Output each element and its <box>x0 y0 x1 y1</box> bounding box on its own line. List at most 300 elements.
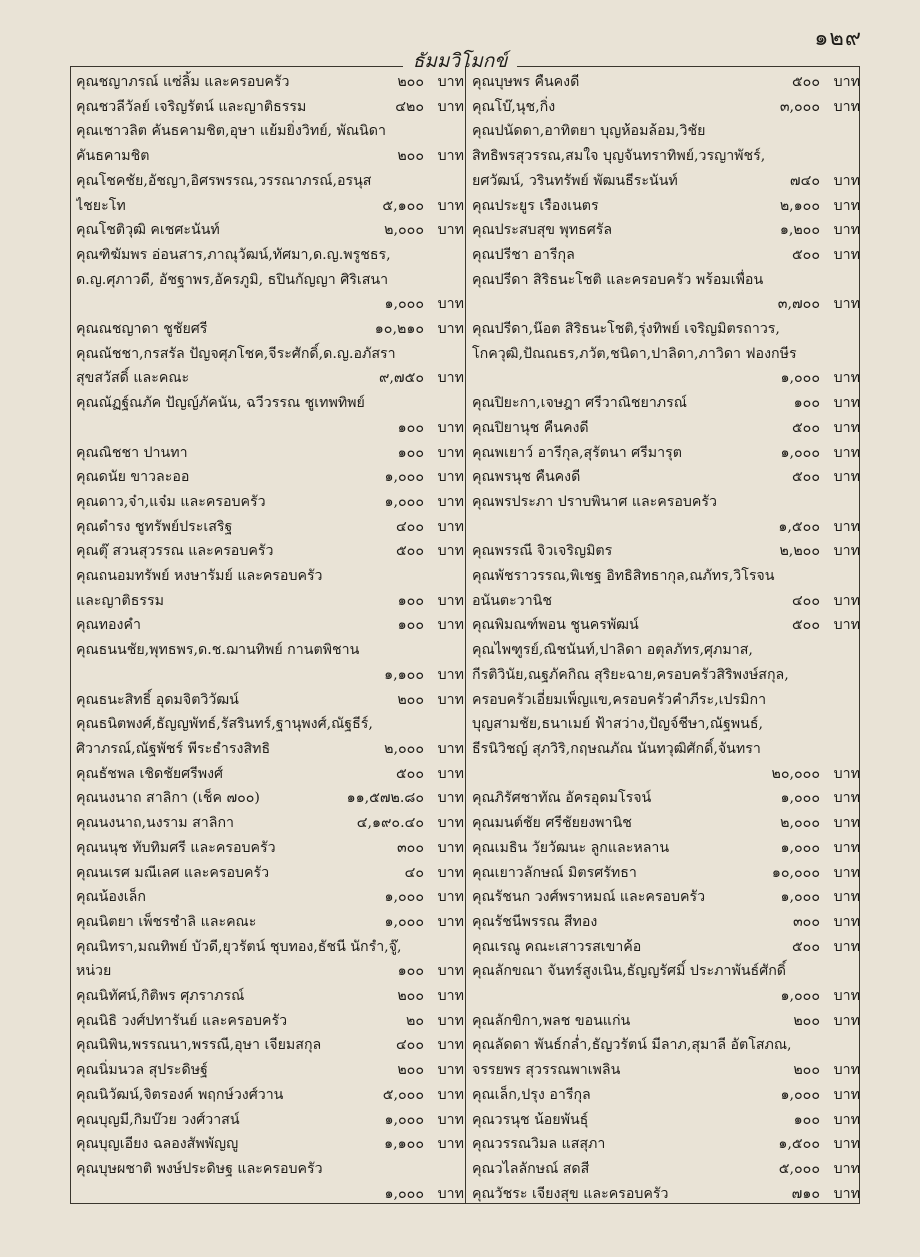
donation-amount: ๒๐ <box>405 1012 424 1029</box>
donation-amount: ๑,๐๐๐ <box>780 889 820 906</box>
donation-amount: ๑,๐๐๐ <box>384 296 424 313</box>
donor-entry <box>472 836 860 861</box>
donor-name: คุณพิมณฑ์พอน ชูนครพัฒน์ <box>472 617 639 634</box>
currency-unit: บาท <box>833 864 860 881</box>
donor-name: คุณดนัย ขาวละออ <box>76 469 190 486</box>
currency-unit: บาท <box>833 1062 860 1079</box>
donor-name: โกควุฒิ,ปัณณธร,ภวัต,ชนิดา,ปาลิดา,ภาวิดา ฟองกษีร <box>472 345 797 362</box>
donation-amount: ๑๐๐ <box>397 592 424 609</box>
currency-unit: บาท <box>437 444 464 461</box>
donor-name: คุณมนต์ชัย ศรีชัยยงพานิช <box>472 815 632 832</box>
entry-line <box>76 490 464 515</box>
entry-line <box>472 712 860 737</box>
donor-entry <box>472 959 860 1008</box>
donation-amount: ๑๐,๒๑๐ <box>374 321 424 338</box>
currency-unit: บาท <box>437 1185 464 1202</box>
donor-name <box>472 292 732 317</box>
currency-unit: บาท <box>833 74 860 90</box>
donor-entry <box>472 786 860 811</box>
donor-entry <box>472 70 860 95</box>
donor-entry <box>76 836 464 861</box>
donation-amount: ๒,๐๐๐ <box>384 222 424 239</box>
donor-name: คุณเล็ก,ปรุง อารีกุล <box>472 1086 591 1103</box>
entry-line <box>76 613 464 638</box>
donor-name: คุณบุษผชาติ พงษ์ประดิษฐ และครอบครัว <box>76 1160 323 1177</box>
entry-line <box>472 119 860 144</box>
currency-unit: บาท <box>437 864 464 881</box>
entry-line <box>472 613 860 638</box>
donation-amount: ๑,๕๐๐ <box>778 1136 820 1153</box>
currency-unit: บาท <box>833 1185 860 1202</box>
donation-amount: ๕,๑๐๐ <box>382 197 424 214</box>
currency-unit: บาท <box>437 740 464 757</box>
currency-unit: บาท <box>833 469 860 486</box>
donor-name: คุณณัชชา,กรสรัล ปัญจศุภโชค,จีระศักดิ์,ด.ญ.อภัสรา <box>76 345 396 362</box>
entry-line <box>472 218 860 243</box>
donor-name: คุณณัฏฐ์ณภัค ปัญญ์ภัคนัน, ฉวีวรรณ ชูเทพทิพย์ <box>76 395 365 412</box>
donor-name: คุณธนนชัย,พุทธพร,ด.ช.ฌานทิพย์ กานตพิชาน <box>76 642 360 659</box>
donor-entry <box>76 95 464 120</box>
entry-line <box>76 95 464 120</box>
donor-name: ศิวาภรณ์,ณัฐพัชร์ พีระธำรงสิทธิ <box>76 740 271 757</box>
donation-amount: ๑๐๐ <box>793 1111 820 1128</box>
donation-amount: ๒๐,๐๐๐ <box>771 765 820 782</box>
donor-name: คุณบุษพร คืนคงดี <box>472 74 580 90</box>
donor-entry <box>76 786 464 811</box>
entry-line <box>76 144 464 169</box>
donor-name <box>472 515 732 540</box>
entry-line <box>472 638 860 663</box>
donor-name: คุณรัชนีพรรณ สีทอง <box>472 913 598 930</box>
currency-unit: บาท <box>833 790 860 807</box>
donor-entry <box>76 638 464 687</box>
donor-entry <box>76 910 464 935</box>
donor-entry <box>472 391 860 416</box>
donor-name <box>472 984 732 1009</box>
currency-unit: บาท <box>437 296 464 313</box>
donor-name: คุณวรนุช น้อยพันธุ์ <box>472 1111 589 1128</box>
donor-name: คุณปรีดา สิริธนะโชติ และครอบครัว พร้อมเพื่อน <box>472 271 764 288</box>
donor-entry <box>472 1083 860 1108</box>
donation-amount: ๕๐๐ <box>791 469 820 486</box>
entry-line <box>472 1182 860 1207</box>
donor-name: คุณบุญเอียง ฉลองสัพพัญญู <box>76 1136 239 1153</box>
donor-name: ด.ญ.ศุภาวดี, อัชฐาพร,อัครภูมิ, ธปินกัญญา ศิริเสนา <box>76 271 389 288</box>
entry-line <box>76 1157 464 1182</box>
donor-name: คุณโบ๊,นุช,กิ่ง <box>472 98 556 115</box>
currency-unit: บาท <box>833 839 860 856</box>
donation-amount: ๑๐๐ <box>397 444 424 461</box>
donor-name: คุณลักขิกา,พลช ขอนแก่น <box>472 1012 631 1029</box>
donation-amount: ๑,๐๐๐ <box>780 790 820 807</box>
donor-name: คุณชญาภรณ์ แซ่ลิ้ม และครอบครัว <box>76 74 290 90</box>
donation-amount: ๑,๕๐๐ <box>778 518 820 535</box>
entry-line <box>472 144 860 169</box>
currency-unit: บาท <box>437 666 464 683</box>
entry-line <box>472 1058 860 1083</box>
donor-entry <box>472 613 860 638</box>
currency-unit: บาท <box>437 370 464 387</box>
donor-entry <box>76 119 464 168</box>
entry-line <box>472 70 860 95</box>
donor-name: คันธคามชิต <box>76 148 150 165</box>
donor-name: คุณปนัดดา,อาทิตยา บุญห้อมล้อม,วิชัย <box>472 123 706 140</box>
donor-entry <box>76 490 464 515</box>
entry-line <box>76 589 464 614</box>
donor-entry <box>76 935 464 984</box>
donor-name: คุณนิพิน,พรรณนา,พรรณี,อุษา เจียมสกุล <box>76 1037 322 1054</box>
donor-entry <box>76 1108 464 1133</box>
donor-name: คุณลักขณา จันทร์สูงเนิน,ธัญญรัศมิ์ ประภาพันธ์ศักดิ์ <box>472 963 787 980</box>
donation-amount: ๗๔๐ <box>789 172 820 189</box>
donation-amount: ๒๐๐ <box>397 988 424 1005</box>
donor-name: ยศวัฒน์, วรินทรัพย์ พัฒนธีระนันท์ <box>472 172 678 189</box>
currency-unit: บาท <box>437 617 464 634</box>
entry-line <box>472 95 860 120</box>
header-title: ธัมมวิโมกข์ <box>403 50 518 72</box>
currency-unit: บาท <box>833 296 860 313</box>
entry-line <box>472 1108 860 1133</box>
currency-unit: บาท <box>833 1012 860 1029</box>
entry-line <box>472 589 860 614</box>
donor-entry <box>76 317 464 342</box>
donor-name: ไชยะโท <box>76 197 126 214</box>
entry-line <box>76 292 464 317</box>
page-number: ๑๒๙ <box>814 26 862 51</box>
currency-unit: บาท <box>437 691 464 708</box>
entry-line <box>472 737 860 762</box>
entry-line <box>76 935 464 960</box>
currency-unit: บาท <box>833 444 860 461</box>
currency-unit: บาท <box>833 1111 860 1128</box>
donation-amount: ๔๐๐ <box>791 592 820 609</box>
entry-line <box>76 539 464 564</box>
donor-name: คุณธนะสิทธิ์ อุดมจิตวิวัฒน์ <box>76 691 239 708</box>
donor-name: คุณนิตยา เพ็ชรชำลิ และคณะ <box>76 913 257 930</box>
entry-line <box>76 1182 464 1207</box>
entry-line <box>472 984 860 1009</box>
entry-line <box>472 1157 860 1182</box>
donor-entry <box>472 1009 860 1034</box>
currency-unit: บาท <box>833 1086 860 1103</box>
donor-name: คุณไพฑูรย์,ณิชนันท์,ปาลิดา อตุลภัทร,ศุภมาส, <box>472 642 753 659</box>
donor-entry <box>472 811 860 836</box>
donor-entry <box>472 910 860 935</box>
currency-unit: บาท <box>833 543 860 560</box>
entry-line <box>76 910 464 935</box>
entry-line <box>76 1132 464 1157</box>
donor-name: คุณพรนุช คืนคงดี <box>472 469 581 486</box>
currency-unit: บาท <box>437 148 464 165</box>
currency-unit: บาท <box>833 889 860 906</box>
entry-line <box>76 984 464 1009</box>
entry-line <box>76 218 464 243</box>
entry-line <box>472 836 860 861</box>
entry-line <box>472 441 860 466</box>
donation-amount: ๑๐๐ <box>397 617 424 634</box>
donation-amount: ๑,๐๐๐ <box>384 493 424 510</box>
donation-amount: ๓๐๐ <box>792 913 820 930</box>
donor-name: คุณพัชราวรรณ,พิเชฐ อิทธิสิทธากุล,ณภัทร,วิโรจน <box>472 568 775 585</box>
entry-line <box>472 935 860 960</box>
donor-name: คุณวรรณวิมล แสสุภา <box>472 1136 606 1153</box>
left-donor-column <box>76 70 464 1206</box>
donor-entry <box>76 1033 464 1058</box>
donor-entry <box>76 1157 464 1206</box>
entry-line <box>76 688 464 713</box>
entry-line <box>472 243 860 268</box>
donation-amount: ๒,๑๐๐ <box>779 197 820 214</box>
currency-unit: บาท <box>437 592 464 609</box>
currency-unit: บาท <box>437 790 464 807</box>
donation-amount: ๔๐๐ <box>395 518 424 535</box>
donation-amount: ๑,๐๐๐ <box>384 1185 424 1202</box>
entry-line <box>76 317 464 342</box>
entry-line <box>472 490 860 515</box>
currency-unit: บาท <box>437 1136 464 1153</box>
entry-line <box>472 366 860 391</box>
donor-entry <box>76 861 464 886</box>
entry-line <box>472 515 860 540</box>
currency-unit: บาท <box>833 172 860 189</box>
donation-amount: ๑,๐๐๐ <box>780 444 820 461</box>
entry-line <box>76 663 464 688</box>
entry-line <box>472 342 860 367</box>
donation-amount: ๑๐๐ <box>397 419 424 436</box>
entry-line <box>472 762 860 787</box>
currency-unit: บาท <box>833 617 860 634</box>
donor-name: คุณพเยาว์ อารีกุล,สุรัตนา ศรีมารุต <box>472 444 682 461</box>
currency-unit: บาท <box>437 518 464 535</box>
entry-line <box>76 861 464 886</box>
donor-name: คุณนิธิ วงศ์ปทารันย์ และครอบครัว <box>76 1012 288 1029</box>
donor-entry <box>472 935 860 960</box>
donor-name <box>76 416 336 441</box>
currency-unit: บาท <box>437 493 464 510</box>
donor-entry <box>472 268 860 317</box>
currency-unit: บาท <box>437 197 464 214</box>
donor-name: คุณลัดดา พันธ์กล่ำ,ธัญวรัตน์ มีลาภ,สุมาลี อัตโสภณ, <box>472 1037 792 1054</box>
donor-name: คุณนเรศ มณีเลศ และครอบครัว <box>76 864 270 881</box>
donation-amount: ๔๐๐ <box>395 1037 424 1054</box>
donor-name: คุณบุญมี,กิมบ๊วย วงศ์วาสน์ <box>76 1111 240 1128</box>
donor-name: คุณทองคำ <box>76 617 141 634</box>
currency-unit: บาท <box>833 98 860 115</box>
currency-unit: บาท <box>437 1086 464 1103</box>
donation-amount: ๙,๗๕๐ <box>379 370 424 387</box>
donor-entry <box>472 1108 860 1133</box>
donation-amount: ๑,๑๐๐ <box>384 1136 424 1153</box>
donor-name: คุณดำรง ชูทรัพย์ประเสริฐ <box>76 518 233 535</box>
donor-name: คุณฑิฆัมพร อ่อนสาร,ภาณุวัฒน์,ทัศมา,ด.ญ.พรูชธร, <box>76 246 391 263</box>
donation-amount: ๒๐๐ <box>397 691 424 708</box>
donation-amount: ๕๐๐ <box>395 543 424 560</box>
donor-entry <box>76 243 464 317</box>
currency-unit: บาท <box>833 1136 860 1153</box>
currency-unit: บาท <box>833 913 860 930</box>
donation-amount: ๒๐๐ <box>397 1062 424 1079</box>
entry-line <box>76 762 464 787</box>
entry-line <box>472 1009 860 1034</box>
entry-line <box>76 119 464 144</box>
currency-unit: บาท <box>437 74 464 90</box>
donation-amount: ๕๐๐ <box>791 74 820 90</box>
currency-unit: บาท <box>437 1062 464 1079</box>
column-divider <box>465 66 466 1204</box>
entry-line <box>76 391 464 416</box>
entry-line <box>472 194 860 219</box>
currency-unit: บาท <box>437 815 464 832</box>
entry-line <box>76 712 464 737</box>
donor-entry <box>472 119 860 193</box>
donor-name: คุณปรีชา อารีกุล <box>472 246 575 263</box>
donor-entry <box>76 1058 464 1083</box>
entry-line <box>76 194 464 219</box>
donor-entry <box>472 564 860 613</box>
donor-entry <box>472 638 860 786</box>
currency-unit: บาท <box>437 1012 464 1029</box>
entry-line <box>76 243 464 268</box>
donor-entry <box>472 861 860 886</box>
entry-line <box>76 959 464 984</box>
donor-entry <box>76 613 464 638</box>
donation-amount: ๒,๐๐๐ <box>780 815 820 832</box>
donor-entry <box>76 1083 464 1108</box>
entry-line <box>76 70 464 95</box>
donor-name: คุณเชาวลิต คันธคามชิต,อุษา แย้มยิ่งวิทย์, พัณนิดา <box>76 123 386 140</box>
entry-line <box>472 1132 860 1157</box>
donation-amount: ๔๒๐ <box>395 98 424 115</box>
entry-line <box>76 885 464 910</box>
entry-line <box>76 737 464 762</box>
donation-amount: ๒,๒๐๐ <box>779 543 820 560</box>
currency-unit: บาท <box>437 543 464 560</box>
donor-name: สุขสวัสดิ์ และคณะ <box>76 370 190 387</box>
donor-name: คุณนิวัฒน์,จิตรองค์ พฤกษ์วงศ์วาน <box>76 1086 284 1103</box>
entry-line <box>472 292 860 317</box>
currency-unit: บาท <box>437 988 464 1005</box>
donor-entry <box>76 218 464 243</box>
donor-entry <box>76 885 464 910</box>
currency-unit: บาท <box>833 518 860 535</box>
donor-entry <box>76 1009 464 1034</box>
currency-unit: บาท <box>437 913 464 930</box>
entry-line <box>472 317 860 342</box>
donation-amount: ๕๐๐ <box>791 419 820 436</box>
currency-unit: บาท <box>437 765 464 782</box>
entry-line <box>76 268 464 293</box>
donor-name: คุณถนอมทรัพย์ หงษารัมย์ และครอบครัว <box>76 568 323 585</box>
currency-unit: บาท <box>833 370 860 387</box>
donor-name <box>76 1182 336 1207</box>
currency-unit: บาท <box>437 889 464 906</box>
entry-line <box>76 342 464 367</box>
donor-entry <box>76 441 464 466</box>
donor-entry <box>76 70 464 95</box>
donation-amount: ๑๐๐ <box>397 963 424 980</box>
donation-amount: ๕๐๐ <box>791 246 820 263</box>
donor-entry <box>472 243 860 268</box>
donor-name: คุณรัชนก วงศ์พราหมณ์ และครอบครัว <box>472 889 706 906</box>
entry-line <box>76 1058 464 1083</box>
entry-line <box>472 688 860 713</box>
donation-amount: ๒๐๐ <box>397 74 424 90</box>
donation-amount: ๒๐๐ <box>793 1012 820 1029</box>
donor-entry <box>76 811 464 836</box>
donor-name: บุญสามชัย,ธนาเมย์ ฟ้าสว่าง,ปัญจ์ชีษา,ณัฐพนธ์, <box>472 716 763 733</box>
donor-name: คุณนงนาถ,นงราม สาลิกา <box>76 815 234 832</box>
donor-name: คุณปิยะกา,เจษฎา ศรีวาณิชยาภรณ์ <box>472 395 687 412</box>
donor-name: คุณนิ่มนวล สุประดิษฐ์ <box>76 1062 208 1079</box>
donor-name: คุณเยาวลักษณ์ มิตรศรัทธา <box>472 864 637 881</box>
entry-line <box>472 391 860 416</box>
donor-name: คุณดาว,จ๋า,แจ๋ม และครอบครัว <box>76 493 266 510</box>
donation-amount: ๕๐๐ <box>395 765 424 782</box>
currency-unit: บาท <box>437 419 464 436</box>
donor-entry <box>76 564 464 613</box>
donor-entry <box>472 1157 860 1182</box>
donation-amount: ๒๐๐ <box>397 148 424 165</box>
currency-unit: บาท <box>833 592 860 609</box>
currency-unit: บาท <box>833 419 860 436</box>
donation-amount: ๑๑,๕๗๒.๘๐ <box>346 790 424 807</box>
donor-name: จรรยพร สุวรรณพาเพลิน <box>472 1062 621 1079</box>
donor-entry <box>472 490 860 539</box>
entry-line <box>472 564 860 589</box>
donation-amount: ๓,๗๐๐ <box>777 296 820 313</box>
entry-line <box>472 786 860 811</box>
entry-line <box>472 910 860 935</box>
donation-amount: ๒,๐๐๐ <box>384 740 424 757</box>
donor-name: คุณธนิตพงศ์,ธัญญพัทธ์,รัสรินทร์,ฐานุพงศ์,ณัฐธีร์, <box>76 716 373 733</box>
entry-line <box>76 169 464 194</box>
donor-name: คุณพรรณี จิวเจริญมิตร <box>472 543 613 560</box>
currency-unit: บาท <box>437 1111 464 1128</box>
donor-entry <box>76 391 464 440</box>
donor-name: คุณประยูร เรืองเนตร <box>472 197 599 214</box>
donor-entry <box>76 169 464 218</box>
donor-name: คุณเมธิน วัยวัฒนะ ลูกและหลาน <box>472 839 670 856</box>
donor-entry <box>472 317 860 391</box>
entry-line <box>472 539 860 564</box>
entry-line <box>76 836 464 861</box>
entry-line <box>472 663 860 688</box>
donor-entry <box>472 1033 860 1082</box>
donation-amount: ๕,๐๐๐ <box>382 1086 424 1103</box>
donor-name: คุณณิชชา ปานทา <box>76 444 188 461</box>
donation-amount: ๒๐๐ <box>793 1062 820 1079</box>
donation-amount: ๓,๐๐๐ <box>779 98 820 115</box>
entry-line <box>472 1033 860 1058</box>
donor-entry <box>472 885 860 910</box>
donor-name <box>472 366 732 391</box>
donor-name: หน่วย <box>76 963 112 980</box>
donor-name: คุณชวลีวัลย์ เจริญรัตน์ และญาติธรรม <box>76 98 307 115</box>
donor-name <box>472 762 732 787</box>
donation-amount: ๗๑๐ <box>791 1185 820 1202</box>
donor-name: ครอบครัวเอี่ยมเพ็ญแข,ครอบครัวคำภีระ,เปรมิกา <box>472 691 767 708</box>
donor-name: คุณณชญาดา ชูชัยศรี <box>76 321 208 338</box>
donor-name: อนันตะวานิช <box>472 592 553 609</box>
entry-line <box>472 885 860 910</box>
entry-line <box>76 416 464 441</box>
entry-line <box>472 169 860 194</box>
currency-unit: บาท <box>437 1037 464 1054</box>
donor-name: คุณพรประภา ปราบพินาศ และครอบครัว <box>472 493 718 510</box>
entry-line <box>76 366 464 391</box>
entry-line <box>76 1009 464 1034</box>
donor-entry <box>472 218 860 243</box>
